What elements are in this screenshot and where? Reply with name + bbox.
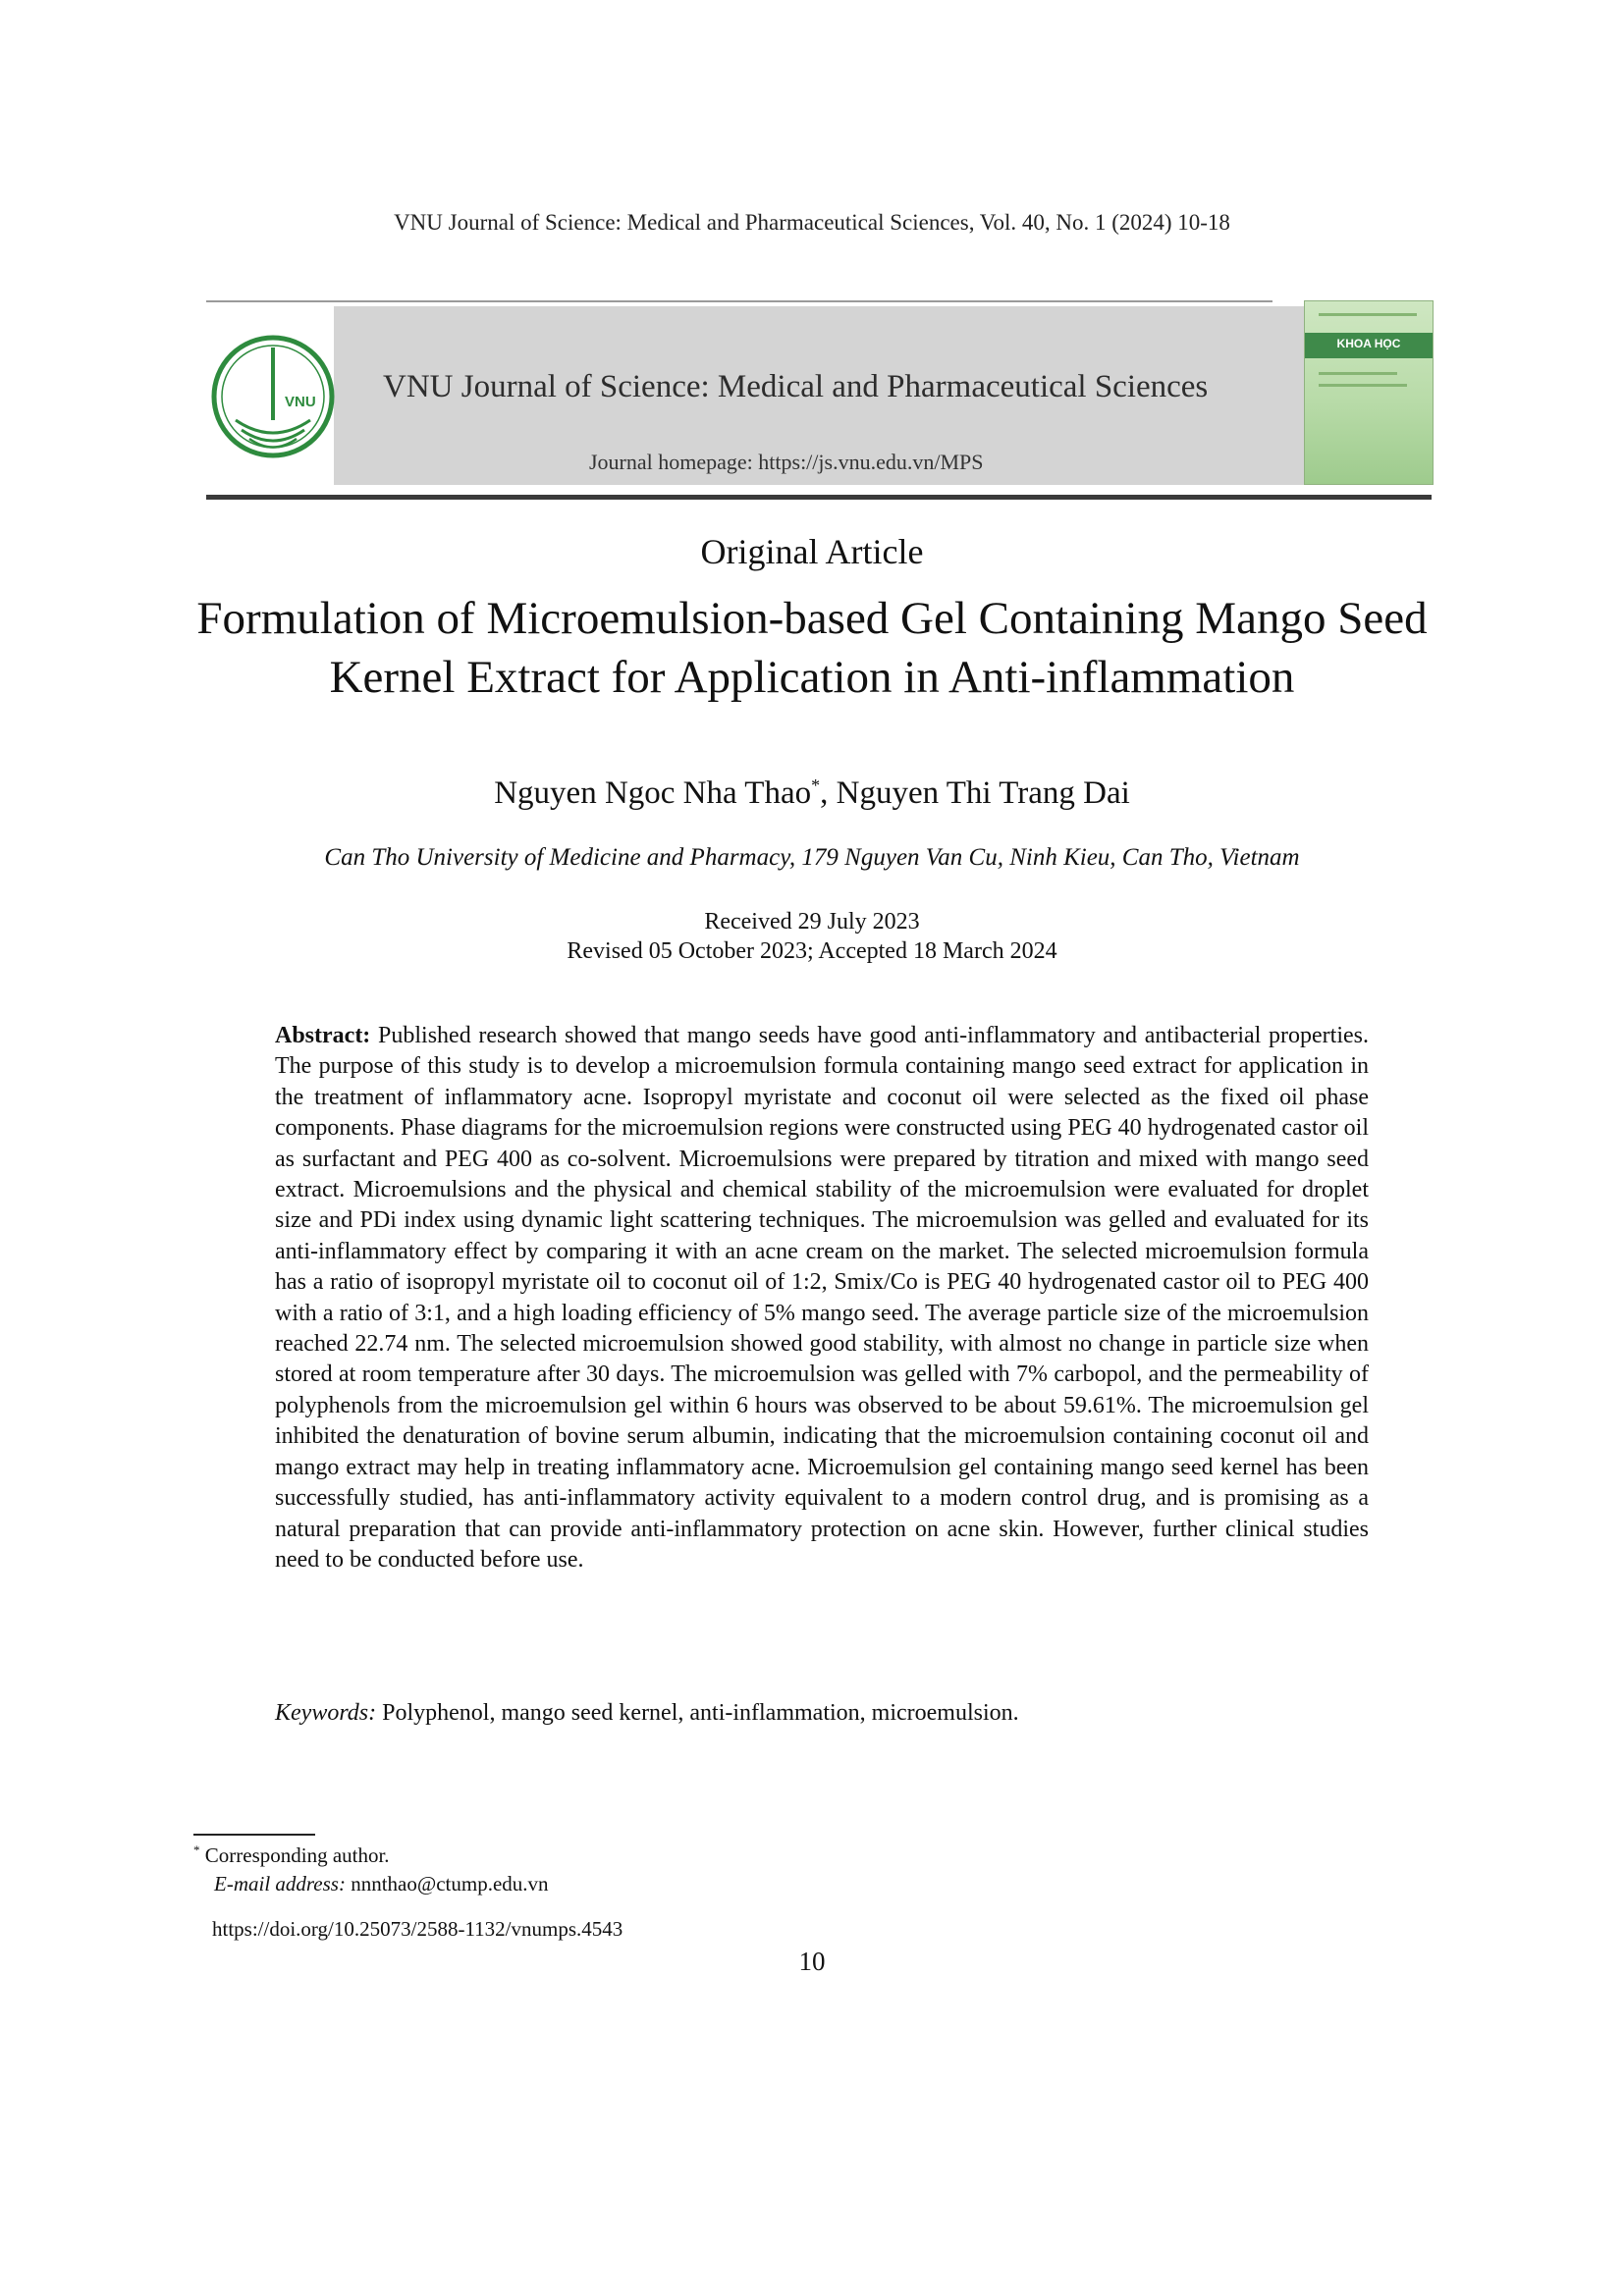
banner-bottom-rule [206, 495, 1432, 500]
email-label: E-mail address: [214, 1872, 346, 1896]
keywords [275, 1700, 1369, 1727]
article-type: Original Article [700, 532, 924, 571]
footnote-corresponding [193, 1842, 390, 1868]
footnote-email [214, 1872, 549, 1896]
keywords-text: Polyphenol, mango seed kernel, anti-inflammation, microemulsion. [382, 1700, 1019, 1726]
affiliation: Can Tho University of Medicine and Pharmacy, 179 Nguyen Van Cu, Ninh Kieu, Can Tho, Vietnam [324, 844, 1300, 871]
article-dates [0, 907, 1624, 966]
author-first: Nguyen Ngoc Nha Thao [494, 775, 812, 811]
journal-cover-image [1304, 300, 1434, 485]
footnote-rule [193, 1834, 315, 1836]
received-date: Received 29 July 2023 [704, 909, 920, 934]
authors [0, 775, 1624, 812]
author-rest: , Nguyen Thi Trang Dai [820, 775, 1130, 811]
vnu-logo-icon [206, 330, 340, 463]
corresponding-author-note: Corresponding author. [204, 1843, 390, 1867]
abstract-text: Published research showed that mango seeds have good anti-inflammatory and antibacterial properties. The purpose of this study is to develop a microemulsion formula containing mango seed extract for application in the treatment of inflammatory acne. Isopropyl myristate and coconut oil were selected as the fixed oil phase components. Phase diagrams for the microemulsion regions were constructed using PEG 40 hydrogenated castor oil as surfactant and PEG 400 as co-solvent. Microemulsions were prepared by titration and mixed with mango seed extract. Microemulsions and the physical and chemical stability of the microemulsion were evaluated for droplet size and PDi index using dynamic light scattering techniques. The microemulsion was gelled and evaluated for its anti-inflammatory effect by comparing it with an acne cream on the market. The selected microemulsion formula has a ratio of isopropyl myristate oil to coconut oil of 1:2, Smix/Co is PEG 40 hydrogenated castor oil to PEG 400 with a ratio of 3:1, and a high loading efficiency of 5% mango seed. The average particle size of the microemulsion reached 22.74 nm. The selected microemulsion showed good stability, with almost no change in particle size when stored at room temperature after 30 days. The microemulsion was gelled with 7% carbopol, and the permeability of polyphenols from the microemulsion gel within 6 hours was observed to be about 59.61%. The microemulsion gel inhibited the denaturation of bovine serum albumin, indicating that the microemulsion containing coconut oil and mango extract may help in treating inflammatory acne. Microemulsion gel containing mango seed kernel has been successfully studied, has anti-inflammatory activity equivalent to a modern control drug, and is promising as a natural preparation that can provide anti-inflammatory protection on acne skin. However, further clinical studies need to be conducted before use. [275, 1023, 1370, 1573]
abstract-label: Abstract: [275, 1023, 371, 1048]
banner-top-rule [206, 300, 1272, 302]
keywords-label: Keywords: [275, 1700, 377, 1726]
cover-label: KHOA HỌC [1336, 337, 1401, 350]
page-number: 10 [798, 1947, 826, 1976]
email-address[interactable]: nnnthao@ctump.edu.vn [351, 1872, 549, 1896]
corresponding-mark: * [811, 775, 821, 795]
banner-title: VNU Journal of Science: Medical and Pharmaceutical Sciences [383, 369, 1209, 404]
revised-accepted-date: Revised 05 October 2023; Accepted 18 March 2024 [567, 938, 1057, 964]
journal-homepage: Journal homepage: https://js.vnu.edu.vn/MPS [589, 450, 984, 474]
running-head: VNU Journal of Science: Medical and Pharmaceutical Sciences, Vol. 40, No. 1 (2024) 10-18 [394, 210, 1230, 235]
abstract [275, 1021, 1369, 1575]
journal-banner [206, 300, 1432, 501]
footnote-mark: * [193, 1842, 200, 1857]
article-title: Formulation of Microemulsion-based Gel Containing Mango Seed Kernel Extract for Application in Anti-inflammation [196, 593, 1428, 703]
logo-text: VNU [285, 394, 316, 410]
doi-link[interactable]: https://doi.org/10.25073/2588-1132/vnumps.4543 [212, 1917, 623, 1941]
